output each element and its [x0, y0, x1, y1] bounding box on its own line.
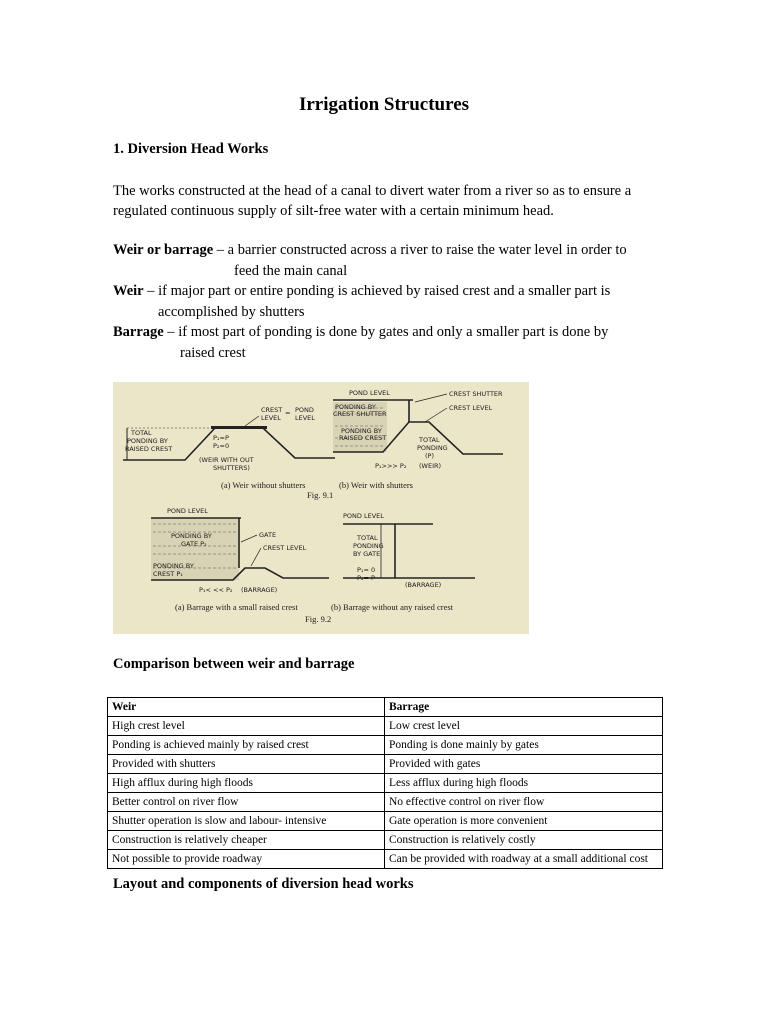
weir-a-label: CREST	[261, 406, 283, 414]
weir-b-label: CREST SHUTTER	[449, 390, 503, 398]
barrage-a-label: CREST LEVEL	[263, 544, 307, 552]
fig1-caption-b: (b) Weir with shutters	[339, 480, 413, 490]
barrage-a-leader	[241, 535, 257, 542]
weir-b-label: TOTAL	[419, 436, 440, 444]
table-row	[108, 812, 663, 831]
table-row	[108, 793, 663, 812]
table-cell: Provided with shutters	[108, 755, 385, 774]
barrage-b-label: P₂= P	[357, 574, 375, 582]
table-cell: Construction is relatively costly	[385, 831, 663, 850]
weir-a-leader	[245, 416, 259, 426]
weir-a-label: POND	[295, 406, 314, 414]
table-cell: Can be provided with roadway at a small additional cost	[385, 850, 663, 869]
weir-a-label: PONDING BY	[127, 437, 168, 445]
definition-continuation: raised crest	[180, 345, 246, 361]
weir-a-label: P₁=P	[213, 434, 229, 442]
barrage-b-label: (BARRAGE)	[405, 581, 442, 589]
definition-barrage	[113, 322, 608, 342]
weir-a-label: SHUTTERS)	[213, 464, 250, 472]
table-cell: Gate operation is more convenient	[385, 812, 663, 831]
barrage-a-label: CREST P₁	[153, 570, 183, 578]
page-title: Irrigation Structures	[298, 94, 470, 115]
figure-drawing	[113, 382, 529, 634]
table-header-row	[108, 698, 663, 717]
weir-a-label: LEVEL	[261, 414, 281, 422]
weir-b-leader	[425, 408, 447, 422]
weir-b-label: RAISED CREST	[339, 434, 387, 442]
comparison-table	[107, 697, 663, 869]
table-row	[108, 755, 663, 774]
definition-weir-or-barrage	[113, 240, 627, 260]
weir-b-label: (P)	[425, 452, 434, 460]
intro-paragraph: The works constructed at the head of a canal to divert water from a river so as to ensure a regulated continuous supply of silt-free water with a certain minimum head.	[113, 183, 632, 219]
table-cell: High afflux during high floods	[108, 774, 385, 793]
definition-continuation: accomplished by shutters	[158, 304, 305, 320]
table-cell: Not possible to provide roadway	[108, 850, 385, 869]
barrage-b-label: POND LEVEL	[343, 512, 384, 520]
fig1-number: Fig. 9.1	[307, 490, 334, 500]
weir-b-label: PONDING BY	[341, 427, 382, 435]
barrage-a-label: P₁< << P₂	[199, 586, 233, 594]
fig2-caption-b: (b) Barrage without any raised crest	[331, 602, 454, 612]
definition-continuation: feed the main canal	[234, 263, 348, 279]
barrage-b-label: PONDING	[353, 542, 384, 550]
barrage-a-label: GATE	[259, 531, 277, 539]
weir-b-leader	[415, 394, 447, 402]
column-header-barrage: Barrage	[385, 698, 663, 717]
definition-term: Weir	[113, 283, 144, 299]
definition-text: – if major part or entire ponding is achieved by raised crest and a smaller part is	[143, 283, 611, 299]
definition-term: Weir or barrage	[113, 242, 214, 258]
weir-b-label: CREST SHUTTER	[333, 410, 387, 418]
weir-a-label: P₂=0	[213, 442, 230, 450]
table-cell: No effective control on river flow	[385, 793, 663, 812]
barrage-a-label: GATE P₂	[181, 540, 207, 548]
barrage-b-label: TOTAL	[357, 534, 378, 542]
table-cell: High crest level	[108, 717, 385, 736]
weir-a-hatch	[211, 426, 267, 429]
layout-heading: Layout and components of diversion head works	[113, 876, 414, 892]
table-cell: Less afflux during high floods	[385, 774, 663, 793]
weir-b-label: P₁>>> P₂	[375, 462, 407, 470]
table-cell: Better control on river flow	[108, 793, 385, 812]
barrage-b-label: BY GATE	[353, 550, 381, 558]
table-cell: Ponding is done mainly by gates	[385, 736, 663, 755]
table-row	[108, 774, 663, 793]
barrage-a-label: PONDING BY	[171, 532, 212, 540]
weir-b-label: PONDING BY	[335, 403, 376, 411]
weir-a-label: TOTAL	[131, 429, 152, 437]
weir-a-label: LEVEL	[295, 414, 315, 422]
barrage-b-label: P₁= 0	[357, 566, 376, 574]
definition-weir	[113, 281, 610, 301]
table-row	[108, 736, 663, 755]
definition-text: – a barrier constructed across a river to raise the water level in order to	[213, 242, 627, 258]
table-row	[108, 850, 663, 869]
section-heading-diversion-head-works: 1. Diversion Head Works	[113, 141, 269, 157]
weir-a-label: =	[285, 409, 291, 417]
barrage-a-label: (BARRAGE)	[241, 586, 278, 594]
fig2-caption-a: (a) Barrage with a small raised crest	[175, 602, 298, 612]
table-cell: Provided with gates	[385, 755, 663, 774]
weir-b-label: (WEIR)	[419, 462, 442, 470]
weir-a-label: (WEIR WITH OUT	[199, 456, 254, 464]
fig1-caption-a: (a) Weir without shutters	[221, 480, 306, 490]
weir-b-label: CREST LEVEL	[449, 404, 493, 412]
barrage-a-label: PONDING BY	[153, 562, 194, 570]
definition-text: – if most part of ponding is done by gates and only a smaller part is done by	[163, 324, 609, 340]
table-row	[108, 831, 663, 850]
column-header-weir: Weir	[108, 698, 385, 717]
weir-a-label: RAISED CREST	[125, 445, 173, 453]
table-cell: Low crest level	[385, 717, 663, 736]
table-cell: Shutter operation is slow and labour- intensive	[108, 812, 385, 831]
weir-barrage-figure	[113, 382, 529, 634]
barrage-a-leader	[251, 548, 261, 566]
weir-b-label: PONDING	[417, 444, 448, 452]
fig2-number: Fig. 9.2	[305, 614, 332, 624]
definition-term: Barrage	[113, 324, 164, 340]
table-cell: Ponding is achieved mainly by raised crest	[108, 736, 385, 755]
comparison-heading: Comparison between weir and barrage	[113, 656, 355, 672]
weir-b-label: POND LEVEL	[349, 389, 390, 397]
barrage-a-label: POND LEVEL	[167, 507, 208, 515]
table-cell: Construction is relatively cheaper	[108, 831, 385, 850]
table-row	[108, 717, 663, 736]
